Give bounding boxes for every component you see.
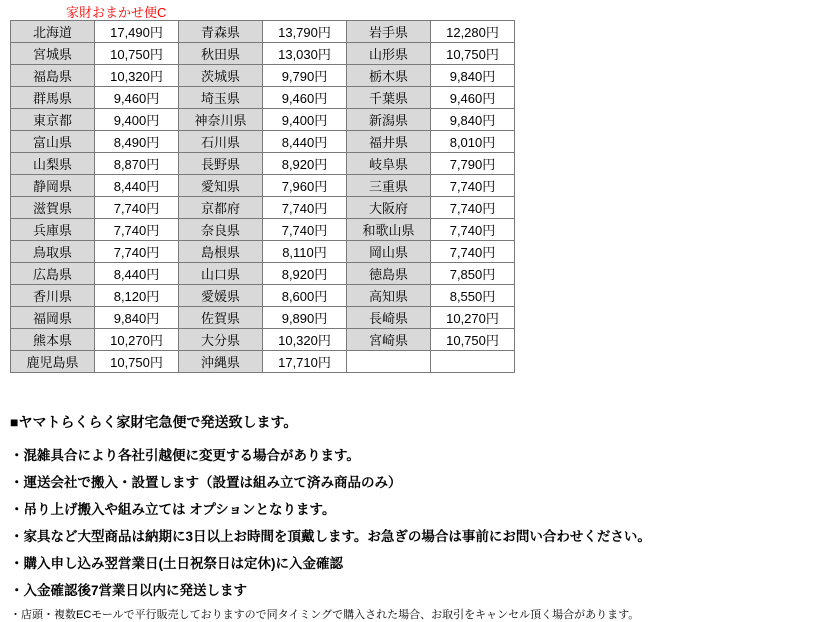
prefecture-cell: 鳥取県 [11,241,95,263]
table-row [11,329,515,351]
prefecture-cell: 広島県 [11,263,95,285]
prefecture-cell: 宮城県 [11,43,95,65]
table-body [11,21,515,373]
fee-cell: 9,840円 [431,65,515,87]
prefecture-cell: 富山県 [11,131,95,153]
prefecture-cell: 佐賀県 [179,307,263,329]
fee-cell: 7,790円 [431,153,515,175]
fee-cell: 8,920円 [263,263,347,285]
prefecture-cell: 青森県 [179,21,263,43]
fee-cell: 9,840円 [95,307,179,329]
prefecture-cell: 和歌山県 [347,219,431,241]
prefecture-cell: 埼玉県 [179,87,263,109]
note-line: ・吊り上げ搬入や組み立ては オプションとなります。 [10,502,336,517]
notes-heading: ■ヤマトらくらく家財宅急便で発送致します。 [10,414,298,430]
fee-cell: 9,400円 [263,109,347,131]
page-title: 家財おまかせ便C [66,5,167,20]
prefecture-cell: 大阪府 [347,197,431,219]
prefecture-cell: 香川県 [11,285,95,307]
prefecture-cell: 山口県 [179,263,263,285]
shipping-fee-table [10,20,515,373]
prefecture-cell: 熊本県 [11,329,95,351]
fee-cell: 8,120円 [95,285,179,307]
prefecture-cell: 福岡県 [11,307,95,329]
prefecture-cell: 東京都 [11,109,95,131]
table-row [11,263,515,285]
fee-cell: 7,740円 [95,197,179,219]
fee-cell: 8,440円 [95,263,179,285]
fee-cell: 8,490円 [95,131,179,153]
prefecture-cell: 山形県 [347,43,431,65]
fee-cell: 9,840円 [431,109,515,131]
table-row [11,21,515,43]
prefecture-cell: 長崎県 [347,307,431,329]
prefecture-cell: 三重県 [347,175,431,197]
fee-cell: 9,790円 [263,65,347,87]
prefecture-cell: 群馬県 [11,87,95,109]
table-row [11,65,515,87]
prefecture-cell: 福島県 [11,65,95,87]
note-disclaimer: ・店頭・複数ECモールで平行販売しておりますので同タイミングで購入された場合、お取引をキャンセル頂く場合があります。 [10,609,640,621]
prefecture-cell: 島根県 [179,241,263,263]
prefecture-cell: 岐阜県 [347,153,431,175]
fee-cell: 7,740円 [95,219,179,241]
prefecture-cell: 福井県 [347,131,431,153]
fee-cell: 8,600円 [263,285,347,307]
fee-cell: 13,790円 [263,21,347,43]
table-row [11,241,515,263]
empty-cell [347,351,431,373]
fee-cell: 7,740円 [431,219,515,241]
fee-cell: 8,870円 [95,153,179,175]
prefecture-cell: 岡山県 [347,241,431,263]
fee-cell: 7,740円 [431,241,515,263]
prefecture-cell: 北海道 [11,21,95,43]
prefecture-cell: 静岡県 [11,175,95,197]
prefecture-cell: 高知県 [347,285,431,307]
prefecture-cell: 徳島県 [347,263,431,285]
prefecture-cell: 秋田県 [179,43,263,65]
table-row [11,307,515,329]
fee-cell: 9,460円 [263,87,347,109]
prefecture-cell: 滋賀県 [11,197,95,219]
fee-cell: 13,030円 [263,43,347,65]
table-row [11,87,515,109]
note-line: ・入金確認後7営業日以内に発送します [10,583,248,598]
prefecture-cell: 千葉県 [347,87,431,109]
fee-cell: 10,270円 [95,329,179,351]
fee-cell: 10,270円 [431,307,515,329]
fee-cell: 7,740円 [431,197,515,219]
prefecture-cell: 沖縄県 [179,351,263,373]
empty-cell [431,351,515,373]
prefecture-cell: 京都府 [179,197,263,219]
fee-cell: 7,740円 [431,175,515,197]
fee-cell: 17,490円 [95,21,179,43]
table-row [11,197,515,219]
table-row [11,43,515,65]
note-line: ・家具など大型商品は納期に3日以上お時間を頂戴します。お急ぎの場合は事前にお問い合わせください。 [10,529,651,544]
prefecture-cell: 山梨県 [11,153,95,175]
fee-cell: 10,320円 [95,65,179,87]
prefecture-cell: 奈良県 [179,219,263,241]
fee-cell: 7,740円 [263,219,347,241]
fee-cell: 7,850円 [431,263,515,285]
prefecture-cell: 兵庫県 [11,219,95,241]
table-row [11,285,515,307]
note-line: ・運送会社で搬入・設置します（設置は組み立て済み商品のみ） [10,475,402,490]
table-row [11,219,515,241]
prefecture-cell: 愛媛県 [179,285,263,307]
fee-cell: 17,710円 [263,351,347,373]
prefecture-cell: 長野県 [179,153,263,175]
fee-cell: 10,750円 [95,351,179,373]
fee-cell: 9,400円 [95,109,179,131]
prefecture-cell: 大分県 [179,329,263,351]
fee-cell: 12,280円 [431,21,515,43]
fee-cell: 8,440円 [263,131,347,153]
fee-cell: 8,010円 [431,131,515,153]
table-row [11,109,515,131]
prefecture-cell: 新潟県 [347,109,431,131]
prefecture-cell: 鹿児島県 [11,351,95,373]
fee-cell: 10,750円 [431,43,515,65]
table-row [11,175,515,197]
fee-cell: 7,960円 [263,175,347,197]
table-row [11,131,515,153]
note-line: ・購入申し込み翌営業日(土日祝祭日は定休)に入金確認 [10,556,343,571]
fee-cell: 8,550円 [431,285,515,307]
prefecture-cell: 栃木県 [347,65,431,87]
fee-cell: 9,460円 [95,87,179,109]
prefecture-cell: 愛知県 [179,175,263,197]
prefecture-cell: 神奈川県 [179,109,263,131]
fee-cell: 10,750円 [95,43,179,65]
fee-cell: 7,740円 [263,197,347,219]
notes-section [10,412,810,622]
fee-cell: 10,320円 [263,329,347,351]
table-row [11,351,515,373]
fee-cell: 10,750円 [431,329,515,351]
prefecture-cell: 宮崎県 [347,329,431,351]
prefecture-cell: 岩手県 [347,21,431,43]
fee-cell: 7,740円 [95,241,179,263]
prefecture-cell: 石川県 [179,131,263,153]
fee-cell: 8,920円 [263,153,347,175]
fee-cell: 9,890円 [263,307,347,329]
fee-cell: 9,460円 [431,87,515,109]
prefecture-cell: 茨城県 [179,65,263,87]
note-line: ・混雑具合により各社引越便に変更する場合があります。 [10,448,360,463]
fee-cell: 8,440円 [95,175,179,197]
fee-cell: 8,110円 [263,241,347,263]
table-row [11,153,515,175]
